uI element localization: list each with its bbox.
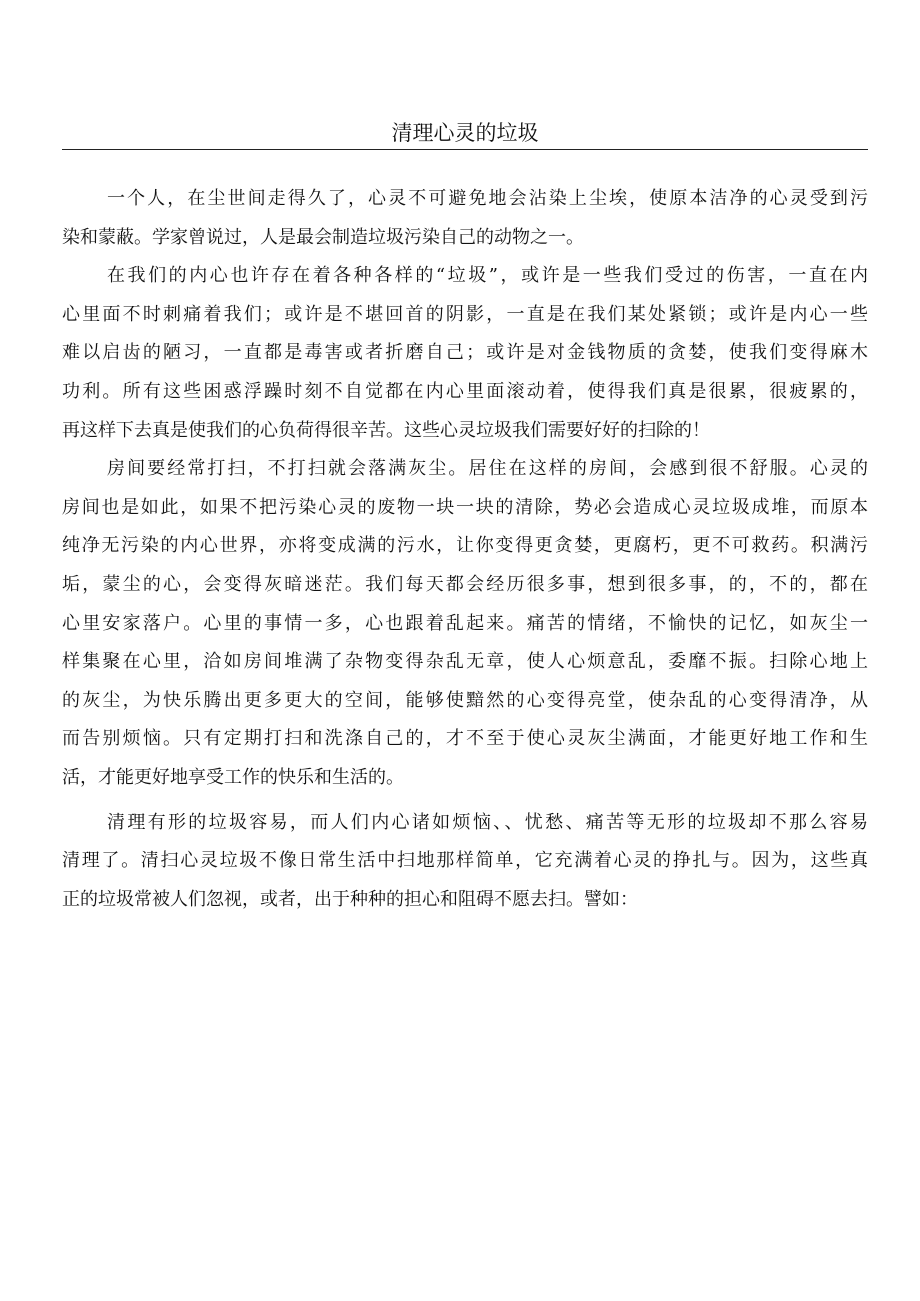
- paragraph-line: 纯净无污染的内心世界，亦将变成满的污水，让你变得更贪婪，更腐朽，更不可救药。积满污: [62, 535, 868, 557]
- page-title: 清理心灵的垃圾: [391, 121, 539, 145]
- paragraph-line: 清理了。清扫心灵垃圾不像日常生活中扫地那样简单，它充满着心灵的挣扎与。因为，这些真: [62, 850, 868, 872]
- paragraph-3: [62, 450, 868, 797]
- paragraph-line: 在我们的内心也许存在着各种各样的“垃圾”，或许是一些我们受过的伤害，一直在内: [107, 265, 868, 287]
- title-divider: [62, 149, 868, 150]
- paragraph-line: 染和蒙蔽。学家曾说过，人是最会制造垃圾污染自己的动物之一。: [62, 226, 584, 248]
- paragraph-line: 房间也是如此，如果不把污染心灵的废物一块一块的清除，势必会造成心灵垃圾成堆，而原本: [62, 496, 868, 518]
- paragraph-line: 清理有形的垃圾容易，而人们内心诸如烦恼、、忧愁、痛苦等无形的垃圾却不那么容易: [107, 811, 868, 833]
- paragraph-1: [62, 180, 868, 257]
- paragraph-line: 的灰尘，为快乐腾出更多更大的空间，能够使黯然的心变得亮堂，使杂乱的心变得清净，从: [62, 689, 868, 711]
- paragraph-line: 难以启齿的陋习，一直都是毒害或者折磨自己；或许是对金钱物质的贪婪，使我们变得麻木: [62, 342, 868, 364]
- paragraph-line: 正的垃圾常被人们忽视，或者，出于种种的担心和阻碍不愿去扫。譬如：: [62, 888, 638, 910]
- paragraph-line: 再这样下去真是使我们的心负荷得很辛苦。这些心灵垃圾我们需要好好的扫除的！: [62, 419, 710, 441]
- paragraph-line: 活，才能更好地享受工作的快乐和生活的。: [62, 766, 404, 788]
- paragraph-2: [62, 257, 868, 450]
- document-body: [62, 180, 868, 919]
- paragraph-line: 心里面不时刺痛着我们；或许是不堪回首的阴影，一直是在我们某处紧锁；或许是内心一些: [62, 303, 868, 325]
- paragraph-line: 垢，蒙尘的心，会变得灰暗迷茫。我们每天都会经历很多事，想到很多事，的，不的，都在: [62, 573, 868, 595]
- paragraph-line: 心里安家落户。心里的事情一多，心也跟着乱起来。痛苦的情绪，不愉快的记忆，如灰尘一: [62, 612, 868, 634]
- paragraph-line: 房间要经常打扫，不打扫就会落满灰尘。居住在这样的房间，会感到很不舒服。心灵的: [107, 458, 868, 480]
- paragraph-4: [62, 804, 868, 920]
- paragraph-line: 一个人，在尘世间走得久了，心灵不可避免地会沾染上尘埃，使原本洁净的心灵受到污: [107, 188, 868, 209]
- paragraph-line: 功利。所有这些困惑浮躁时刻不自觉都在内心里面滚动着，使得我们真是很累，很疲累的，: [62, 380, 868, 402]
- paragraph-line: 而告别烦恼。只有定期打扫和洗涤自己的，才不至于使心灵灰尘满面，才能更好地工作和生: [62, 728, 868, 750]
- paragraph-line: 样集聚在心里，洽如房间堆满了杂物变得杂乱无章，使人心烦意乱，委靡不振。扫除心地上: [62, 651, 868, 673]
